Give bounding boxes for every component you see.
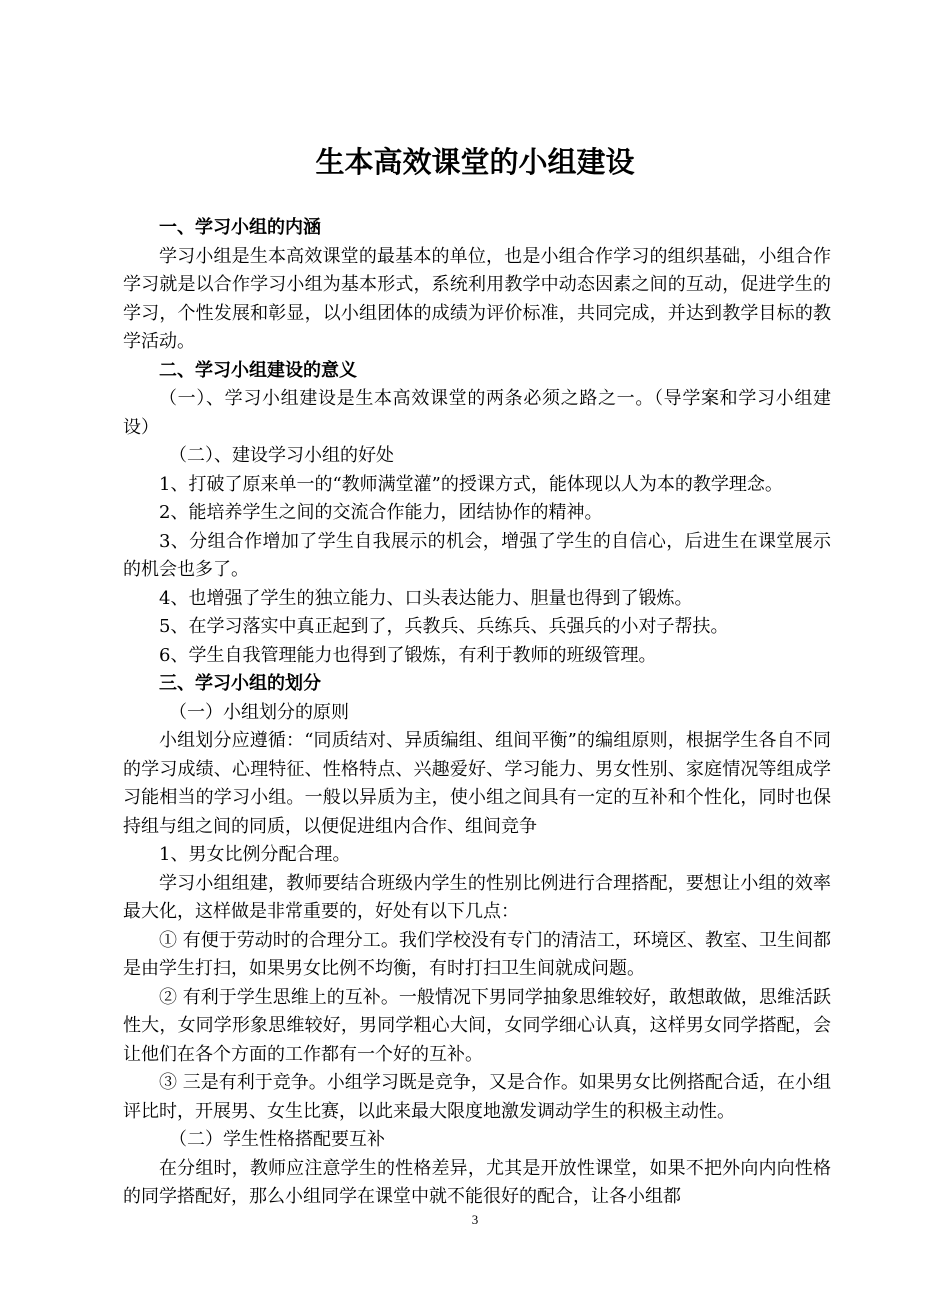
body-paragraph: 6、学生自我管理能力也得到了锻炼，有利于教师的班级管理。 bbox=[159, 644, 657, 666]
section-heading: 二、学习小组建设的意义 bbox=[159, 359, 357, 381]
body-paragraph: 小组划分应遵循：“同质结对、异质编组、组间平衡”的编组原则，根据学生各自不同的学习成绩、心理特征、性格特点、兴趣爱好、学习能力、男女性别、家庭情况等组成学习能相当的学习小组。一般以异质为主，使小组之间具有一定的互补和个性化，同时也保持组与组之间的同质，以便促进组内合作、组间竞争 bbox=[123, 730, 831, 837]
body-paragraph: ② 有利于学生思维上的互补。一般情况下男同学抽象思维较好，敢想敢做，思维活跃性大，女同学形象思维较好，男同学粗心大间，女同学细心认真，这样男女同学搭配，会让他们在各个方面的工作都有一个好的互补。 bbox=[123, 986, 831, 1065]
body-paragraph: 在分组时，教师应注意学生的性格差异，尤其是开放性课堂，如果不把外向内向性格的同学搭配好，那么小组同学在课堂中就不能很好的配合，让各小组都 bbox=[123, 1157, 831, 1207]
body-paragraph: 1、打破了原来单一的“教师满堂灌”的授课方式，能体现以人为本的教学理念。 bbox=[159, 473, 783, 495]
body-paragraph: 3、分组合作增加了学生自我展示的机会，增强了学生的自信心，后进生在课堂展示的机会也多了。 bbox=[123, 530, 831, 580]
body-paragraph: 1、男女比例分配合理。 bbox=[159, 844, 351, 865]
body-paragraph: 5、在学习落实中真正起到了，兵教兵、兵练兵、兵强兵的小对子帮扶。 bbox=[159, 616, 729, 637]
body-paragraph: （一）、学习小组建设是生本高效课堂的两条必须之路之一。（导学案和学习小组建设） bbox=[123, 388, 831, 438]
body-paragraph: ③ 三是有利于竞争。小组学习既是竞争，又是合作。如果男女比例搭配合适，在小组评比时，开展男、女生比赛，以此来最大限度地激发调动学生的积极主动性。 bbox=[123, 1072, 831, 1122]
body-paragraph: ① 有便于劳动时的合理分工。我们学校没有专门的清洁工，环境区、教室、卫生间都是由学生打扫，如果男女比例不均衡，有时打扫卫生间就成问题。 bbox=[123, 929, 831, 979]
body-paragraph: 2、能培养学生之间的交流合作能力，团结协作的精神。 bbox=[159, 502, 603, 523]
subsection-heading: （二）、建设学习小组的好处 bbox=[169, 445, 394, 466]
page-number: 3 bbox=[471, 1212, 479, 1227]
subsection-heading: （一）小组划分的原则 bbox=[169, 701, 349, 723]
document-title: 生本高效课堂的小组建设 bbox=[315, 145, 635, 179]
document-body bbox=[123, 214, 831, 1212]
section-heading: 一、学习小组的内涵 bbox=[159, 217, 321, 238]
section-heading: 三、学习小组的划分 bbox=[159, 673, 321, 694]
subsection-heading: （二）学生性格搭配要互补 bbox=[169, 1129, 385, 1150]
body-paragraph: 学习小组是生本高效课堂的最基本的单位，也是小组合作学习的组织基础，小组合作学习就是以合作学习小组为基本形式，系统利用教学中动态因素之间的互动，促进学生的学习，个性发展和彰显，以小组团体的成绩为评价标准，共同完成，并达到教学目标的教学活动。 bbox=[123, 245, 831, 352]
body-paragraph: 学习小组组建，教师要结合班级内学生的性别比例进行合理搭配，要想让小组的效率最大化，这样做是非常重要的，好处有以下几点： bbox=[123, 872, 831, 922]
body-paragraph: 4、也增强了学生的独立能力、口头表达能力、胆量也得到了锻炼。 bbox=[159, 587, 693, 609]
